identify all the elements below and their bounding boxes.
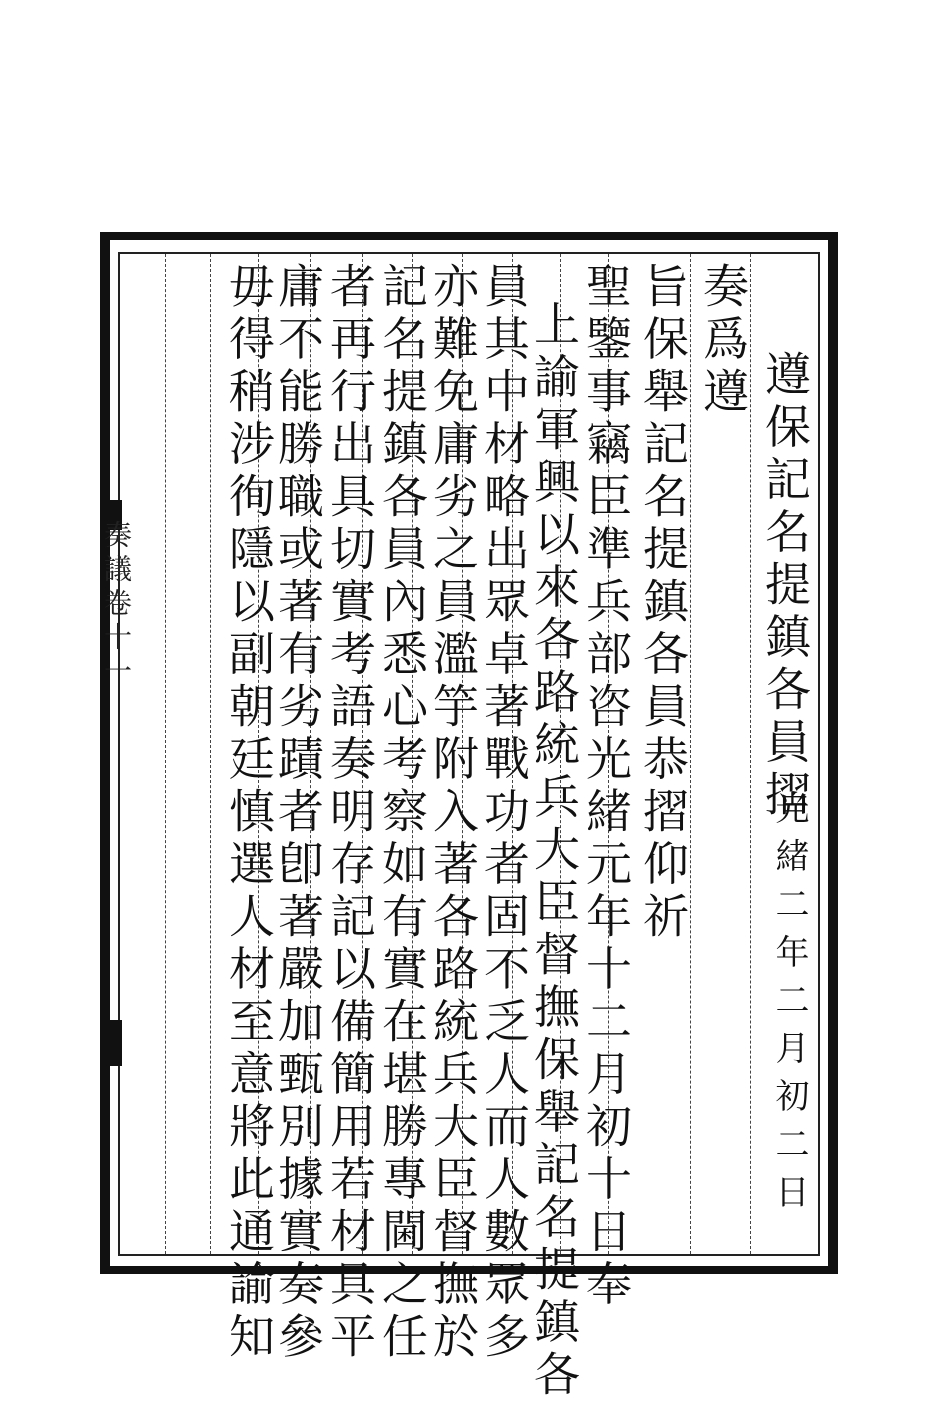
text-column: 聖鑒事竊臣準兵部咨光緒元年十二月初十日奉 xyxy=(579,262,633,1312)
column-rule xyxy=(210,254,211,1254)
column-rule xyxy=(750,254,751,1254)
fold-mark-bottom xyxy=(100,1020,122,1066)
text-column: 員其中材略出眾卓著戰功者固不乏人而人數眾多 xyxy=(477,262,531,1365)
text-column: 上諭軍興以來各路統兵大臣督撫保舉記名提鎮各 xyxy=(527,300,581,1403)
document-title: 遵保記名提鎮各員摺 xyxy=(758,350,812,823)
text-column: 奏爲遵 xyxy=(696,262,750,420)
text-column: 亦難免庸劣之員濫竽附入著各路統兵大臣督撫於 xyxy=(426,262,480,1365)
text-column: 記名提鎮各員內悉心考察如有實在堪勝專閫之任 xyxy=(375,262,429,1365)
text-column: 庸不能勝職或著有劣蹟者卽著嚴加甄別據實奏參 xyxy=(271,262,325,1365)
text-column: 毋得稍涉徇隱以副朝廷慎選人材至意將此通諭知 xyxy=(222,262,276,1365)
fold-label: 奏議卷十一 xyxy=(100,520,133,690)
column-rule xyxy=(690,254,691,1254)
column-rule xyxy=(165,254,166,1254)
text-column: 者再行出具切實考語奏明存記以備簡用若材具平 xyxy=(323,262,377,1365)
date-note: 光緒二年二月初二日 xyxy=(769,790,809,1222)
text-column: 旨保舉記名提鎮各員恭摺仰祈 xyxy=(636,262,690,945)
